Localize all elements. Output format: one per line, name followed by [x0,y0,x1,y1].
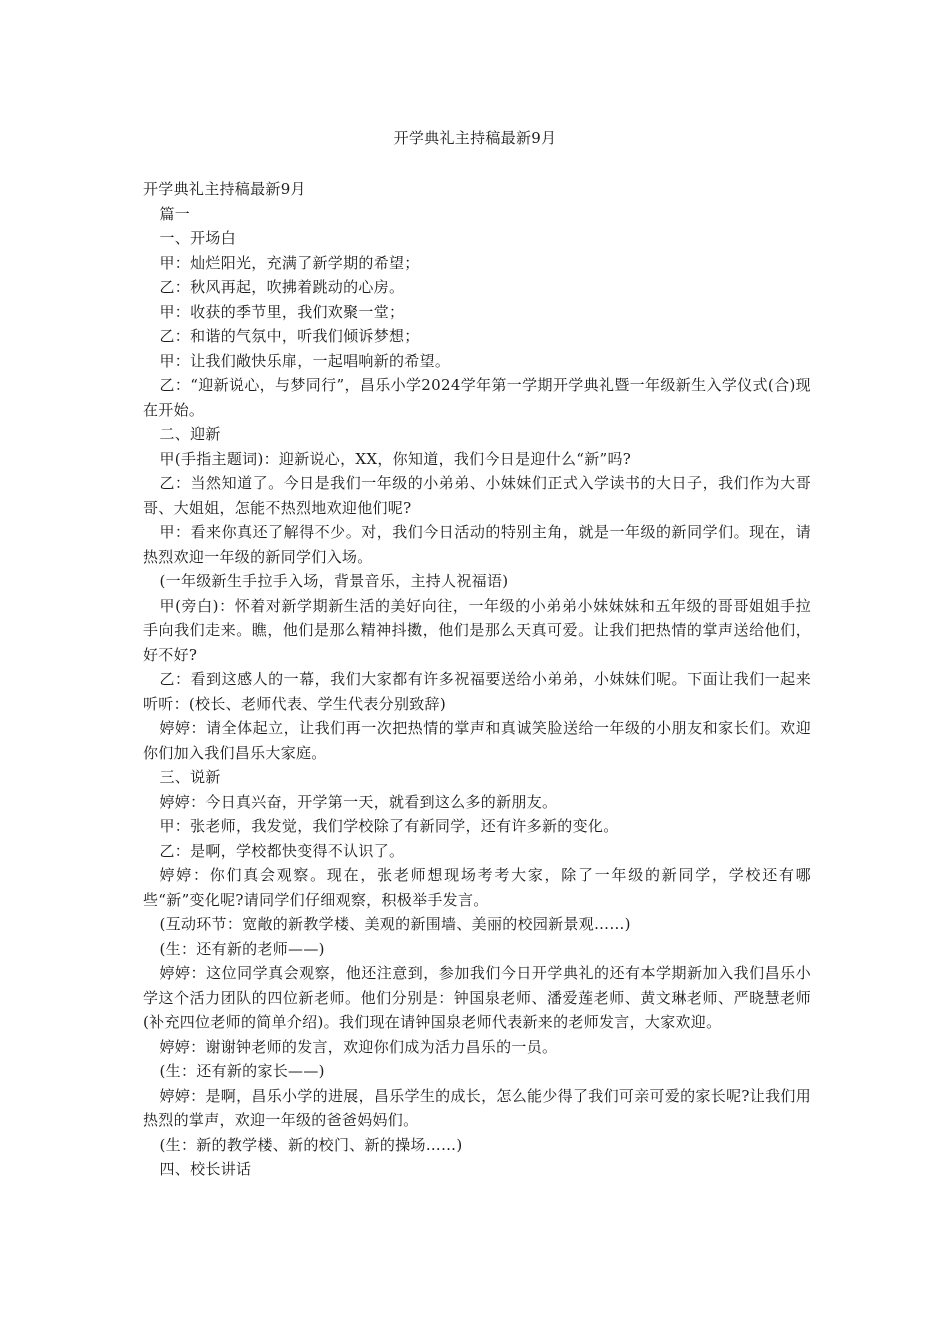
section-heading: 四、校长讲话 [159,1160,252,1178]
section-heading: 三、说新 [159,768,221,786]
section-heading: 二、迎新 [159,425,221,443]
paragraph: 甲：灿烂阳光，充满了新学期的希望； [159,253,420,272]
paragraph: 婷婷：请全体起立，让我们再一次把热情的掌声和真诚笑脸送给一年级的小朋友和家长们。欢迎你们加入我们昌乐大家庭。 [143,719,811,762]
paragraph: 甲：张老师，我发觉，我们学校除了有新同学，还有许多新的变化。 [159,817,619,835]
section-heading: 一、开场白 [159,229,237,247]
paragraph: 乙：“迎新说心，与梦同行”，昌乐小学2024学年第一学期开学典礼暨一年级新生入学仪式(合)现在开始。 [143,376,811,419]
paragraph: 乙：看到这感人的一幕，我们大家都有许多祝福要送给小弟弟，小妹妹们呢。下面让我们一起来听听：(校长、老师代表、学生代表分别致辞) [143,670,811,713]
paragraph: 甲：看来你真还了解得不少。对，我们今日活动的特别主角，就是一年级的新同学们。现在，请热烈欢迎一年级的新同学们入场。 [143,523,811,566]
paragraph: 篇一 [159,204,191,223]
paragraph: 甲：收获的季节里，我们欢聚一堂； [159,302,405,321]
paragraph: (生：还有新的老师——) [159,939,325,958]
paragraph: (互动环节：宽敞的新教学楼、美观的新围墙、美丽的校园新景观……) [159,915,631,933]
paragraph: 婷婷：是啊，昌乐小学的进展，昌乐学生的成长，怎么能少得了我们可亲可爱的家长呢?让我们用热烈的掌声，欢迎一年级的爸爸妈妈们。 [143,1086,811,1129]
paragraph: (一年级新生手拉手入场，背景音乐，主持人祝福语) [159,572,509,590]
paragraph: 甲(手指主题词)：迎新说心，XX，你知道，我们今日是迎什么“新”吗? [159,449,632,468]
document-body [143,177,811,1182]
paragraph: 婷婷：你们真会观察。现在，张老师想现场考考大家，除了一年级的新同学，学校还有哪些“新”变化呢?请同学们仔细观察，积极举手发言。 [143,866,811,909]
paragraph: 婷婷：今日真兴奋，开学第一天，就看到这么多的新朋友。 [159,792,558,811]
paragraph: 乙：和谐的气氛中，听我们倾诉梦想； [159,327,420,345]
document-title: 开学典礼主持稿最新9月 [393,129,557,147]
paragraph: 婷婷：这位同学真会观察，他还注意到，参加我们今日开学典礼的还有本学期新加入我们昌乐小学这个活力团队的四位新老师。他们分别是：钟国泉老师、潘爱莲老师、黄文琳老师、严晓慧老师(补充四位老师的简单介绍)。我们现在请钟国泉老师代表新来的老师发言，大家欢迎。 [143,964,811,1031]
paragraph: 甲：让我们敞快乐扉，一起唱响新的希望。 [159,351,451,370]
paragraph: 乙：是啊，学校都快变得不认识了。 [159,841,405,860]
paragraph: (生：还有新的家长——) [159,1062,325,1080]
paragraph: 乙：秋风再起，吹拂着跳动的心房。 [159,278,405,296]
paragraph: 乙：当然知道了。今日是我们一年级的小弟弟、小妹妹们正式入学读书的大日子，我们作为大哥哥、大姐姐，怎能不热烈地欢迎他们呢? [143,474,811,517]
paragraph: 甲(旁白)：怀着对新学期新生活的美好向往，一年级的小弟弟小妹妹妹和五年级的哥哥姐姐手拉手向我们走来。瞧，他们是那么精神抖擞，他们是那么天真可爱。让我们把热情的掌声送给他们，好不好? [143,596,811,664]
paragraph: (生：新的教学楼、新的校门、新的操场……) [159,1135,463,1154]
document-heading: 开学典礼主持稿最新9月 [143,180,306,198]
paragraph: 婷婷：谢谢钟老师的发言，欢迎你们成为活力昌乐的一员。 [159,1037,558,1056]
